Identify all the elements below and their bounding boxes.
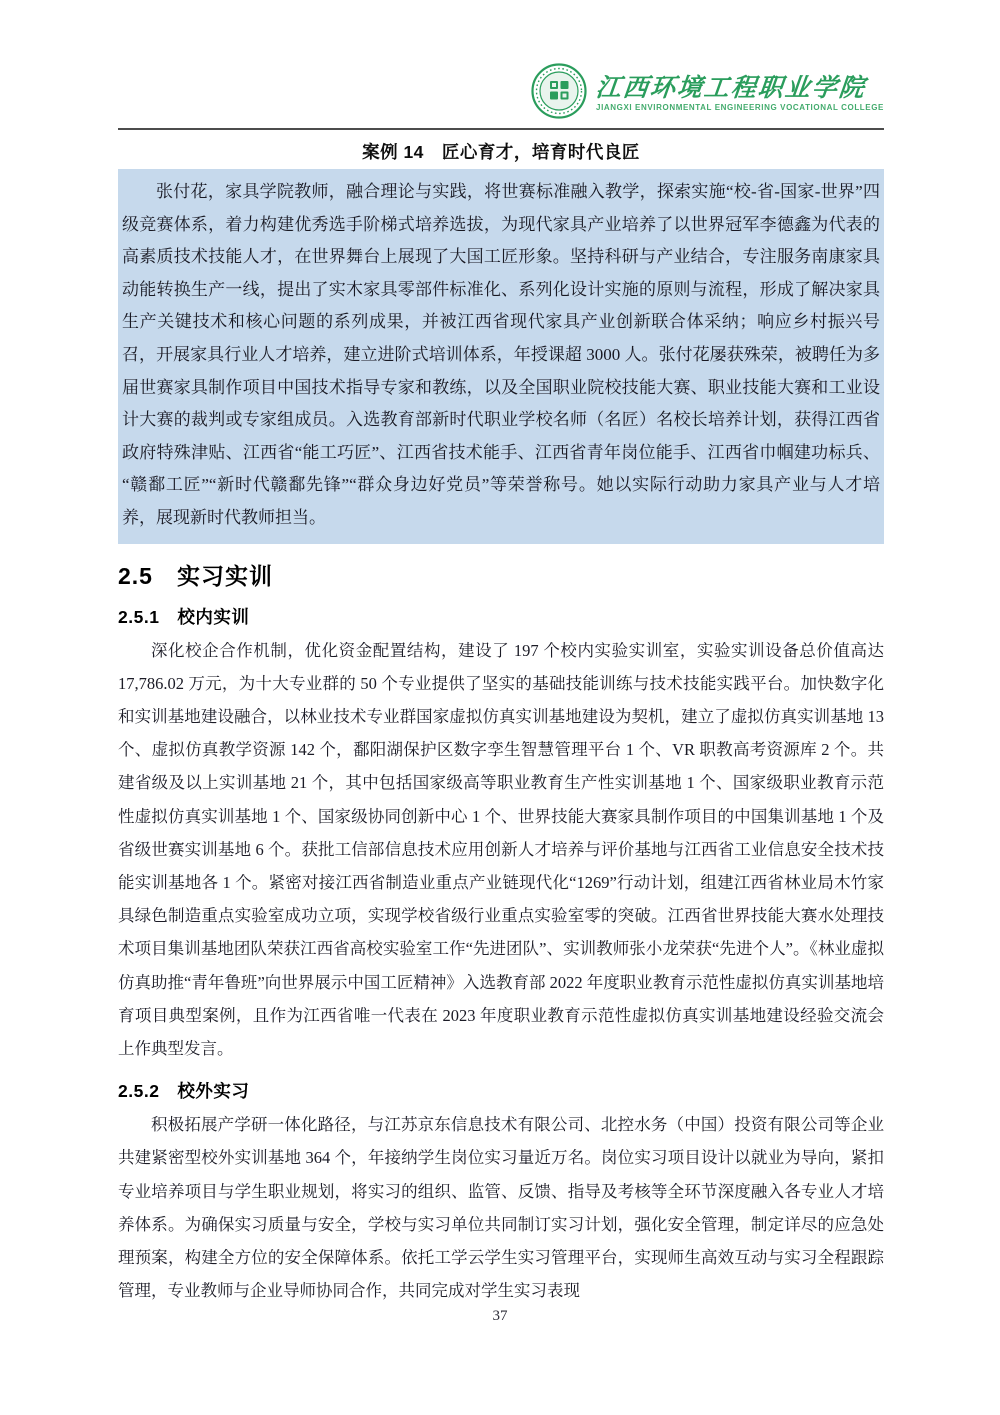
college-logo (530, 62, 884, 125)
subsection-heading-2-5-1: 2.5.1 校内实训 (118, 606, 250, 627)
subsection-heading-2-5-2: 2.5.2 校外实习 (118, 1081, 250, 1102)
college-seal-icon (530, 62, 588, 125)
case-highlight-block (118, 169, 884, 544)
page-header (118, 0, 884, 130)
college-name-zh: 江西环境工程职业学院 (594, 73, 868, 102)
page-number: 37 (492, 1308, 508, 1324)
college-name-block (596, 75, 884, 112)
subsection-body-2-5-2: 积极拓展产学研一体化路径，与江苏京东信息技术有限公司、北控水务（中国）投资有限公司等企业共建紧密型校外实训基地 364 个，年接纳学生岗位实习量近万名。岗位实习项目设计以就业为导向，紧扣专业培养项目与学生职业规划，将实习的组织、监管、反馈、指导及考核等全环节深度融入各专业人才培养体系。为确保实习质量与安全，学校与实习单位共同制订实习计划，强化安全管理，制定详尽的应急处理预案，构建全方位的安全保障体系。依托工学云学生实习管理平台，实现师生高效互动与实习全程跟踪管理，专业教师与企业导师协同合作，共同完成对学生实习表现 (118, 1115, 884, 1301)
section-heading-2-5: 2.5 实习实训 (118, 562, 273, 589)
subsection-body-2-5-1: 深化校企合作机制，优化资金配置结构，建设了 197 个校内实验实训室，实验实训设备总价值高达 17,786.02 万元，为十大专业群的 50 个专业提供了坚实的基础技能训练与技术技能实践平台。加快数字化和实训基地建设融合，以林业技术专业群国家虚拟仿真实训基地建设为契机，建立了虚拟仿真实训基地 13 个、虚拟仿真教学资源 142 个，鄱阳湖保护区数字孪生智慧管理平台 1 个、VR 职教高考资源库 2 个。共建省级及以上实训基地 21 个，其中包括国家级高等职业教育生产性实训基地 1 个、国家级职业教育示范性虚拟仿真实训基地 1 个、国家级协同创新中心 1 个、世界技能大赛家具制作项目的中国集训基地 1 个及省级世赛实训基地 6 个。获批工信部信息技术应用创新人才培养与评价基地与江西省工业信息安全技术技能实训基地各 1 个。紧密对接江西省制造业重点产业链现代化“1269”行动计划，组建江西省林业局木竹家具绿色制造重点实验室成功立项，实现学校省级行业重点实验室零的突破。江西省世界技能大赛水处理技术项目集训基地团队荣获江西省高校实验室工作“先进团队”、实训教师张小龙荣获“先进个人”。《林业虚拟仿真助推“青年鲁班”向世界展示中国工匠精神》入选教育部 2022 年度职业教育示范性虚拟仿真实训基地培育项目典型案例，且作为江西省唯一代表在 2023 年度职业教育示范性虚拟仿真实训基地建设经验交流会上作典型发言。 (118, 640, 884, 1058)
case-title: 案例 14 匠心育才，培育时代良匠 (362, 142, 640, 162)
college-name-en: JIANGXI ENVIRONMENTAL ENGINEERING VOCATIONAL COLLEGE (596, 103, 884, 112)
case-text: 张付花，家具学院教师，融合理论与实践，将世赛标准融入教学，探索实施“校-省-国家-世界”四级竞赛体系，着力构建优秀选手阶梯式培养选拔，为现代家具产业培养了以世界冠军李德鑫为代表的高素质技术技能人才，在世界舞台上展现了大国工匠形象。坚持科研与产业结合，专注服务南康家具动能转换生产一线，提出了实木家具零部件标准化、系列化设计实施的原则与流程，形成了解决家具生产关键技术和核心问题的系列成果，并被江西省现代家具产业创新联合体采纳；响应乡村振兴号召，开展家具行业人才培养，建立进阶式培训体系，年授课超 3000 人。张付花屡获殊荣，被聘任为多届世赛家具制作项目中国技术指导专家和教练，以及全国职业院校技能大赛、职业技能大赛和工业设计大赛的裁判或专家组成员。入选教育部新时代职业学校名师（名匠）名校长培养计划，获得江西省政府特殊津贴、江西省“能工巧匠”、江西省技术能手、江西省青年岗位能手、江西省巾帼建功标兵、“赣鄱工匠”“新时代赣鄱先锋”“群众身边好党员”等荣誉称号。她以实际行动助力家具产业与人才培养，展现新时代教师担当。 (122, 182, 880, 527)
